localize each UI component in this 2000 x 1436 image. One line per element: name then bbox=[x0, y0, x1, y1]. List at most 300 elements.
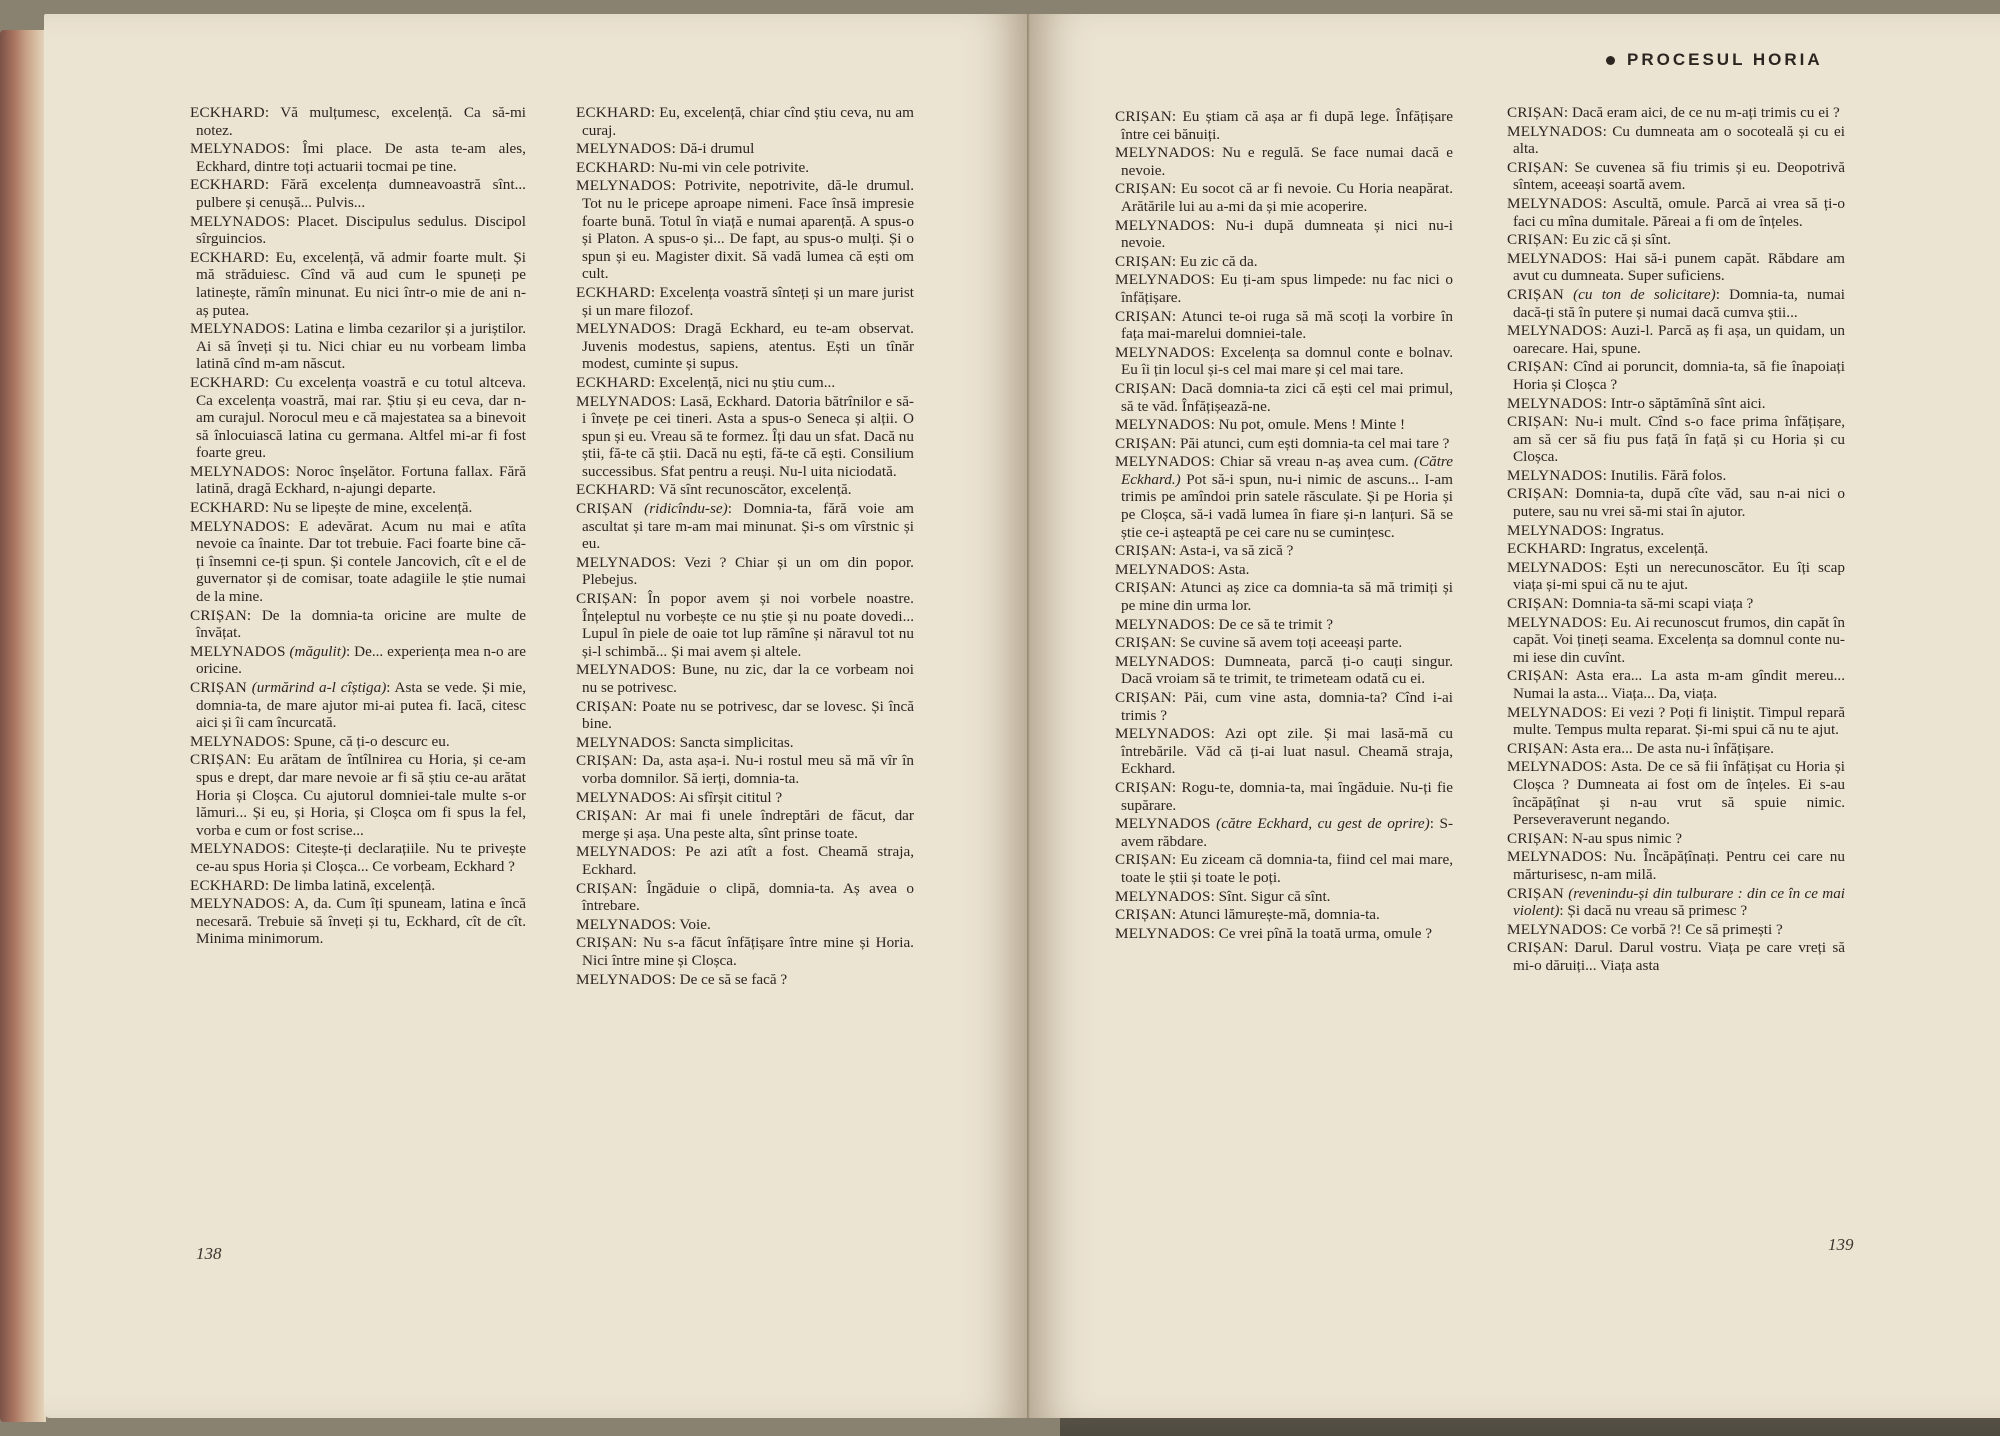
speaker-name: CRIȘAN bbox=[1115, 851, 1172, 869]
dialogue-text: Nu-mi vin cele potrivite. bbox=[658, 158, 809, 176]
dialogue-text: E adevărat. Acum nu mai e atîta nevoie ca înainte. Dar tot trebuie. Faci foarte bine că-ți însemni ce-ți spun. Și contele Jancovich, cît e el de guvernator și de comisar, toate adagiile le știe numai de la mine. bbox=[196, 517, 526, 606]
speaker-name: CRIȘAN bbox=[1115, 778, 1172, 796]
dialogue-line: MELYNADOS: Eu ți-am spus limpede: nu fac nici o înfățișare. bbox=[1115, 271, 1453, 306]
dialogue-line: MELYNADOS: Dragă Eckhard, eu te-am observat. Juvenis modestus, sapiens, atentus. Ești un tînăr modest, cuminte și supus. bbox=[576, 320, 914, 373]
dialogue-line: CRIȘAN: Nu-i mult. Cînd s-o face prima înfățișare, am să cer să fiu pus față în față și cu Horia și cu Cloșca. bbox=[1507, 413, 1845, 466]
dialogue-text: A, da. Cum îți spuneam, latina e încă necesară. Trebuie să înveți și tu, Eckhard, cît de cît. Minima minimorum. bbox=[196, 895, 526, 948]
dialogue-line: MELYNADOS: Asta. bbox=[1115, 560, 1250, 578]
text-column-1 bbox=[190, 104, 526, 949]
dialogue-text: Da, asta așa-i. Nu-i rostul meu să mă vîr în vorba domnilor. Să ierți, domnia-ta. bbox=[582, 752, 914, 787]
dialogue-line: MELYNADOS: E adevărat. Acum nu mai e atîta nevoie ca înainte. Dar tot trebuie. Faci foarte bine că-ți însemni ce-ți spun. Și contele Jancovich, cît e el de guvernator și de comisar, toate adagiile le știe numai de la mine. bbox=[190, 517, 526, 606]
dialogue-line: MELYNADOS: Nu e regulă. Se face numai dacă e nevoie. bbox=[1115, 144, 1453, 179]
speaker-name: ECKHARD bbox=[576, 158, 651, 176]
dialogue-text: Cu dumneata am o socoteală și cu ei alta. bbox=[1513, 122, 1845, 158]
dialogue-text: Dumneata, parcă ți-o cauți singur. Dacă vroiam să te trimit, te trimeteam odată cu ei. bbox=[1121, 652, 1453, 688]
dialogue-line: CRIȘAN: N-au spus nimic ? bbox=[1507, 829, 1683, 847]
speaker-name: MELYNADOS bbox=[576, 915, 672, 933]
book-edge bbox=[0, 30, 46, 1422]
speaker-name: CRIȘAN bbox=[576, 500, 633, 518]
dialogue-text: Dă-i drumul bbox=[679, 140, 755, 158]
dialogue-line: CRIȘAN: Dacă eram aici, de ce nu m-ați trimis cu ei ? bbox=[1507, 104, 1840, 121]
dialogue-text: Nu pot, omule. Mens ! Minte ! bbox=[1218, 416, 1406, 434]
dialogue-text: Fără excelența dumneavoastră sînt... pulbere și cenușă... Pulvis... bbox=[196, 176, 526, 211]
dialogue-line: MELYNADOS: A, da. Cum îți spuneam, latina e încă necesară. Trebuie să înveți și tu, Eckhard, cît de cît. Minima minimorum. bbox=[190, 895, 526, 948]
speaker-name: CRIȘAN bbox=[1115, 180, 1172, 198]
dialogue-line: MELYNADOS: Eu. Ai recunoscut frumos, din capăt în capăt. Voi țineți seama. Excelența sa domnul conte nu-mi iese din cuvînt. bbox=[1507, 613, 1845, 666]
dialogue-text: Asta. bbox=[1217, 560, 1250, 578]
dialogue-line: MELYNADOS: Ei vezi ? Poți fi liniștit. Timpul repară multe. Tempus multa reparat. Și-mi spui că nu te ajut. bbox=[1507, 703, 1845, 739]
dialogue-text: Dacă domnia-ta zici că ești cel mai primul, să te văd. Înfățișează-ne. bbox=[1121, 379, 1453, 415]
speaker-name: MELYNADOS bbox=[1507, 249, 1603, 267]
dialogue-text: Eu zic că și sînt. bbox=[1571, 231, 1672, 249]
speaker-name: MELYNADOS bbox=[576, 320, 672, 338]
dialogue-text: Domnia-ta să-mi scapi viața ? bbox=[1571, 595, 1754, 613]
speaker-name: MELYNADOS bbox=[1115, 144, 1211, 162]
dialogue-text: Eu. Ai recunoscut frumos, din capăt în capăt. Voi țineți seama. Excelența sa domnul conte nu-mi iese din cuvînt. bbox=[1513, 613, 1845, 666]
dialogue-text: Îngăduie o clipă, domnia-ta. Aș avea o întrebare. bbox=[582, 879, 914, 915]
dialogue-line: MELYNADOS: Ai sfîrșit cititul ? bbox=[576, 788, 783, 806]
speaker-name: MELYNADOS bbox=[576, 553, 672, 571]
speaker-name: CRIȘAN bbox=[1507, 829, 1564, 847]
dialogue-text: Noroc înșelător. Fortuna fallax. Fără latină, dragă Eckhard, n-ajungi departe. bbox=[196, 462, 526, 498]
speaker-name: MELYNADOS bbox=[576, 661, 672, 679]
dialogue-text: Excelența sa domnul conte e bolnav. Eu îi țin locul și-s cel mai mare și cel mai tare. bbox=[1121, 343, 1453, 379]
dialogue-line: CRIȘAN: Rogu-te, domnia-ta, mai îngăduie. Nu-ți fie supărare. bbox=[1115, 778, 1453, 814]
dialogue-line: MELYNADOS (măgulit): De... experiența mea n-o are oricine. bbox=[190, 642, 527, 678]
running-head-text: PROCESUL HORIA bbox=[1627, 50, 1823, 69]
dialogue-line: CRIȘAN: Eu ziceam că domnia-ta, fiind cel mai mare, toate le știi și toate le poți. bbox=[1115, 851, 1453, 886]
speaker-name: ECKHARD bbox=[190, 876, 265, 894]
dialogue-line: ECKHARD: Nu se lipește de mine, excelență. bbox=[190, 499, 473, 517]
dialogue-text: Intr-o săptămînă sînt aici. bbox=[1610, 394, 1766, 412]
dialogue-line: MELYNADOS: Ce vorbă ?! Ce să primești ? bbox=[1507, 920, 1783, 938]
speaker-name: MELYNADOS bbox=[190, 462, 286, 480]
dialogue-text: Azi opt zile. Și mai lasă-mă cu întrebările. Văd că ți-ai luat nasul. Cheamă straja, Eckhard. bbox=[1121, 725, 1453, 778]
speaker-name: MELYNADOS bbox=[1115, 416, 1211, 434]
speaker-name: MELYNADOS bbox=[1115, 216, 1211, 234]
dialogue-text: În popor avem și noi vorbele noastre. Înțeleptul nu vorbește ce nu știe și nu poate dovedi... Lupul în piele de oaie tot lup rămîne și năravul tot nu și-l schimbă... Și mai avem și altele. bbox=[582, 590, 914, 660]
dialogue-line: MELYNADOS: Potrivite, nepotrivite, dă-le drumul. Tot nu le pricepe aproape nimeni. Face însă impresie foarte bună. Totul în viață e numai aparență. A spus-o și Platon. A spus-o și... De fapt, au spus-o mulți. Și o spun și eu. Magister dixit. Să vadă lumea că ești om cult. bbox=[576, 177, 914, 283]
dialogue-text: Asta era... La asta m-am gîndit mereu... Numai la asta... Viața... Da, viața. bbox=[1513, 667, 1845, 702]
dialogue-text: Păi atunci, cum ești domnia-ta cel mai tare ? bbox=[1179, 434, 1450, 452]
dialogue-text: Nu-i după dumneata și nici nu-i nevoie. bbox=[1121, 216, 1453, 252]
speaker-name: CRIȘAN bbox=[1507, 285, 1564, 303]
page-number-right: 139 bbox=[1828, 1235, 1854, 1254]
dialogue-line: MELYNADOS: Ce vrei pînă la toată urma, omule ? bbox=[1115, 924, 1433, 942]
dialogue-line: MELYNADOS: Ingratus. bbox=[1507, 521, 1665, 539]
dialogue-line: CRIȘAN: Domnia-ta să-mi scapi viața ? bbox=[1507, 595, 1754, 613]
dialogue-line: MELYNADOS: Sînt. Sigur că sînt. bbox=[1115, 887, 1331, 905]
speaker-name: CRIȘAN bbox=[1115, 634, 1172, 652]
speaker-name: ECKHARD bbox=[190, 104, 265, 121]
dialogue-text: Sancta simplicitas. bbox=[679, 733, 794, 751]
speaker-name: MELYNADOS bbox=[576, 788, 672, 806]
dialogue-line: ECKHARD: Eu, excelență, vă admir foarte mult. Și mă străduiesc. Cînd vă aud cum le spuneți pe latinește, rămîn minunat. Eu nici într-o mie de ani n-aș putea. bbox=[190, 248, 526, 319]
speaker-name: MELYNADOS bbox=[190, 212, 286, 230]
dialogue-text: Ce vrei pînă la toată urma, omule ? bbox=[1218, 924, 1433, 942]
page-number-left: 138 bbox=[196, 1244, 222, 1263]
dialogue-text: Asta era... De asta nu-i înfățișare. bbox=[1571, 739, 1774, 757]
dialogue-text: Bune, nu zic, dar la ce vorbeam noi nu se potrivesc. bbox=[582, 661, 914, 696]
speaker-name: MELYNADOS bbox=[1115, 924, 1211, 942]
speaker-name: MELYNADOS bbox=[1507, 848, 1603, 866]
dialogue-text: Vă sînt recunoscător, excelență. bbox=[658, 481, 852, 499]
dialogue-line: CRIȘAN: Poate nu se potrivesc, dar se lovesc. Și încă bine. bbox=[576, 697, 914, 733]
text-column-2 bbox=[576, 104, 914, 989]
dialogue-line: MELYNADOS: Nu pot, omule. Mens ! Minte ! bbox=[1115, 416, 1406, 434]
speaker-name: MELYNADOS bbox=[1115, 453, 1211, 471]
dialogue-text: Asta. De ce să fii înfățișat cu Horia și Cloșca ? Dumneata ai fost om de înțeles. Ei s-au încăpățînat și n-au vrut să spuie nimic. Perseveraverunt negando. bbox=[1513, 758, 1845, 829]
speaker-name: CRIȘAN bbox=[1507, 158, 1564, 176]
speaker-name: CRIȘAN bbox=[190, 751, 247, 769]
text-column-3 bbox=[1115, 108, 1453, 943]
dialogue-text: Îmi place. De asta te-am ales, Eckhard, dintre toți actuarii tocmai pe tine. bbox=[196, 140, 526, 175]
dialogue-line: CRIȘAN: Eu arătam de întîlnirea cu Horia, și ce-am spus e drept, dar mare nevoie ar fi să știu ce-au arătat Horia și Cloșca. Cu ajutorul domniei-tale multe s-or lămuri... Și eu, și Horia, și Cloșca om fi spus la fel, vorba e cum or fost scrise... bbox=[190, 751, 526, 839]
speaker-name: MELYNADOS bbox=[576, 970, 672, 988]
dialogue-line: CRIȘAN: Asta-i, va să zică ? bbox=[1115, 542, 1294, 560]
dialogue-line: CRIȘAN: Cînd ai poruncit, domnia-ta, să fie înapoiați Horia și Cloșca ? bbox=[1507, 358, 1845, 393]
dialogue-line: CRIȘAN: Păi, cum vine asta, domnia-ta? Cînd i-ai trimis ? bbox=[1115, 689, 1453, 724]
stage-direction: (revenindu-și din tulburare : din ce în ce mai violent) bbox=[1513, 884, 1846, 920]
speaker-name: CRIȘAN bbox=[576, 697, 633, 715]
dialogue-line: CRIȘAN: Eu zic că și sînt. bbox=[1507, 231, 1672, 249]
dialogue-text: Nu-i mult. Cînd s-o face prima înfățișare, am să cer să fiu pus față în față și cu Horia și cu Cloșca. bbox=[1513, 413, 1845, 466]
dialogue-line: MELYNADOS: Cu dumneata am o socoteală și cu ei alta. bbox=[1507, 122, 1845, 158]
dialogue-text: Se cuvenea să fiu trimis și eu. Deopotrivă sîntem, aceeași soartă avem. bbox=[1513, 158, 1845, 194]
speaker-name: CRIȘAN bbox=[1507, 231, 1564, 249]
dialogue-text: De ce să te trimit ? bbox=[1218, 615, 1333, 633]
dialogue-line: ECKHARD: Nu-mi vin cele potrivite. bbox=[576, 158, 809, 176]
dialogue-text: Hai să-i punem capăt. Răbdare am avut cu dumneata. Super suficiens. bbox=[1513, 249, 1845, 285]
dialogue-text: Dragă Eckhard, eu te-am observat. Juvenis modestus, sapiens, atentus. Ești un tînăr modest, cuminte și supus. bbox=[582, 320, 914, 373]
dialogue-text: Eu știam că așa ar fi după lege. Înfățișare între cei bănuiți. bbox=[1121, 108, 1453, 143]
dialogue-line: CRIȘAN: Ar mai fi unele îndreptări de făcut, dar merge și așa. Una peste alta, sînt prinse toate. bbox=[576, 807, 914, 842]
dialogue-line: ECKHARD: Ingratus, excelență. bbox=[1507, 540, 1709, 558]
dialogue-line: MELYNADOS: Lasă, Eckhard. Datoria bătrînilor e să-i învețe pe cei tineri. Asta a spus-o Seneca și alții. O spun și eu. Vreau să te formez. Îți dau un sfat. Dacă nu știi, fă-te că știi. Dacă nu ești, fă-te că ești. Consilium successibus. Sfat pentru a reuși. Nu-l uita niciodată. bbox=[576, 392, 914, 480]
speaker-name: CRIȘAN bbox=[1115, 906, 1172, 924]
dialogue-line: CRIȘAN (revenindu-și din tulburare : din ce în ce mai violent): Și dacă nu vreau să primesc ? bbox=[1507, 884, 1846, 920]
speaker-name: CRIȘAN bbox=[576, 590, 633, 608]
speaker-name: MELYNADOS bbox=[190, 895, 286, 913]
dialogue-line: MELYNADOS: Azi opt zile. Și mai lasă-mă cu întrebările. Văd că ți-ai luat nasul. Cheamă straja, Eckhard. bbox=[1115, 725, 1453, 778]
dialogue-text: Ai sfîrșit cititul ? bbox=[678, 788, 783, 806]
dialogue-text: Citește-ți declarațiile. Nu te privește ce-au spus Horia și Cloșca... Ce vorbeam, Eckhard ? bbox=[196, 840, 526, 875]
dialogue-line: MELYNADOS: Latina e limba cezarilor și a juriștilor. Ai să înveți și tu. Nici chiar eu nu vorbeam limba latină cînd m-am născut. bbox=[190, 320, 526, 373]
dialogue-line: MELYNADOS: Asta. De ce să fii înfățișat cu Horia și Cloșca ? Dumneata ai fost om de înțeles. Ei s-au încăpățînat și n-au vrut să spuie nimic. Perseveraverunt negando. bbox=[1507, 758, 1845, 829]
speaker-name: MELYNADOS bbox=[576, 733, 672, 751]
dialogue-line: ECKHARD: Excelența voastră sînteți și un mare jurist și un mare filozof. bbox=[576, 283, 914, 319]
speaker-name: CRIȘAN bbox=[576, 879, 633, 897]
speaker-name: MELYNADOS bbox=[576, 177, 672, 195]
dialogue-text: Ingratus, excelență. bbox=[1589, 540, 1709, 558]
dialogue-line: MELYNADOS: Îmi place. De asta te-am ales, Eckhard, dintre toți actuarii tocmai pe tine. bbox=[190, 140, 526, 175]
dialogue-text: Asta se vede. Și mie, domnia-ta, de mare ajutor mi-ai putea fi. Iacă, citesc aici și îi cam încurcată. bbox=[196, 679, 526, 732]
speaker-name: ECKHARD bbox=[576, 373, 651, 391]
dialogue-text: Excelența voastră sînteți și un mare jurist și un mare filozof. bbox=[582, 283, 914, 319]
dialogue-text: Eu, excelență, chiar cînd știu ceva, nu am curaj. bbox=[582, 104, 914, 139]
speaker-name: MELYNADOS bbox=[190, 840, 286, 858]
speaker-name: CRIȘAN bbox=[1115, 307, 1172, 325]
dialogue-text: Spune, că ți-o descurc eu. bbox=[293, 732, 450, 750]
dialogue-text: Potrivite, nepotrivite, dă-le drumul. Tot nu le pricepe aproape nimeni. Face însă impresie foarte bună. Totul în viață e numai aparență. A spus-o și Platon. A spus-o și... De fapt, au spus-o mulți. Și o spun și eu. Magister dixit. Să vadă lumea că ești om cult. bbox=[582, 177, 914, 283]
dialogue-line: MELYNADOS: Voie. bbox=[576, 915, 711, 933]
speaker-name: CRIȘAN bbox=[1115, 579, 1172, 597]
dialogue-line: MELYNADOS (către Eckhard, cu gest de oprire): S-avem răbdare. bbox=[1115, 815, 1454, 850]
dialogue-text: Nu s-a făcut înfățișare între mine și Horia. Nici între mine și Cloșca. bbox=[582, 934, 914, 969]
dialogue-text: Ești un nerecunoscător. Eu îți scap viața și-mi spui că nu te ajut. bbox=[1513, 558, 1845, 594]
speaker-name: MELYNADOS bbox=[1115, 815, 1211, 833]
dialogue-line: MELYNADOS: De ce să te trimit ? bbox=[1115, 615, 1333, 633]
dialogue-text: Cu excelența voastră e cu totul altceva. Ca excelența voastră, mai rar. Știu și eu ceva, dar n-am curajul. Norocul meu e că majestatea sa a binevoit să înlocuiască latina cu germana. Altfel mi-ar fi fost foarte greu. bbox=[196, 373, 526, 462]
speaker-name: MELYNADOS bbox=[190, 517, 286, 535]
dialogue-text: N-au spus nimic ? bbox=[1571, 829, 1683, 847]
dialogue-text: De la domnia-ta oricine are multe de învățat. bbox=[196, 606, 526, 642]
dialogue-line: CRIȘAN (ridicîndu-se): Domnia-ta, fără voie am ascultat și tare m-am mai minunat. Și-s om vîrstnic și eu. bbox=[576, 500, 914, 553]
dialogue-text: Inutilis. Fără folos. bbox=[1610, 466, 1727, 484]
speaker-name: MELYNADOS bbox=[1507, 613, 1603, 631]
dialogue-text: Dacă eram aici, de ce nu m-ați trimis cu ei ? bbox=[1571, 104, 1840, 121]
dialogue-text: Poate nu se potrivesc, dar se lovesc. Și încă bine. bbox=[582, 697, 914, 733]
running-head bbox=[1606, 50, 1823, 70]
dialogue-line: CRIȘAN: De la domnia-ta oricine are multe de învățat. bbox=[190, 606, 526, 642]
speaker-name: CRIȘAN bbox=[1115, 434, 1172, 452]
dialogue-line: CRIȘAN: Păi atunci, cum ești domnia-ta cel mai tare ? bbox=[1115, 434, 1450, 452]
dialogue-line: MELYNADOS: Nu-i după dumneata și nici nu-i nevoie. bbox=[1115, 216, 1453, 252]
dialogue-text: Domnia-ta, numai dacă-ți stă în putere și numai dacă cumva știi... bbox=[1513, 285, 1846, 321]
text-column-4 bbox=[1507, 104, 1845, 976]
dialogue-line: CRIȘAN: Atunci lămurește-mă, domnia-ta. bbox=[1115, 906, 1380, 924]
speaker-name: MELYNADOS bbox=[1115, 652, 1211, 670]
dialogue-text: Se cuvine să avem toți aceeași parte. bbox=[1179, 634, 1403, 652]
speaker-name: CRIȘAN bbox=[1507, 104, 1564, 121]
dialogue-line: CRIȘAN: Domnia-ta, după cîte văd, sau n-ai nici o putere, sau nu vrei să-mi stai în ajutor. bbox=[1507, 485, 1845, 521]
speaker-name: MELYNADOS bbox=[1507, 558, 1603, 576]
dialogue-line: CRIȘAN: Dacă domnia-ta zici că ești cel mai primul, să te văd. Înfățișează-ne. bbox=[1115, 379, 1453, 415]
dialogue-line: ECKHARD: Vă mulțumesc, excelență. Ca să-mi notez. bbox=[190, 104, 526, 139]
dialogue-line: CRIȘAN: Nu s-a făcut înfățișare între mine și Horia. Nici între mine și Cloșca. bbox=[576, 934, 914, 969]
dialogue-line: MELYNADOS: Citește-ți declarațiile. Nu te privește ce-au spus Horia și Cloșca... Ce vorbeam, Eckhard ? bbox=[190, 840, 526, 875]
dialogue-line: MELYNADOS: Chiar să vreau n-aș avea cum. (Către Eckhard.) Pot să-i spun, nu-i nimic de ascuns... I-am trimis pe amîndoi prin satele răsculate. Și pe Horia și pe Cloșca, să-i vadă lumea în fiare și-n lanțuri. Să se știe ce-i așteaptă pe cei care nu se cumințesc. bbox=[1115, 453, 1453, 541]
speaker-name: CRIȘAN bbox=[576, 807, 633, 825]
dialogue-line: ECKHARD: Fără excelența dumneavoastră sînt... pulbere și cenușă... Pulvis... bbox=[190, 176, 526, 211]
dialogue-text: De... experiența mea n-o are oricine. bbox=[196, 642, 527, 678]
stage-direction: (Către Eckhard.) bbox=[1121, 453, 1453, 488]
dialogue-line: CRIȘAN: Se cuvenea să fiu trimis și eu. Deopotrivă sîntem, aceeași soartă avem. bbox=[1507, 158, 1845, 194]
dialogue-text: Rogu-te, domnia-ta, mai îngăduie. Nu-ți fie supărare. bbox=[1121, 778, 1453, 814]
dialogue-line: MELYNADOS: Ești un nerecunoscător. Eu îți scap viața și-mi spui că nu te ajut. bbox=[1507, 558, 1845, 594]
dialogue-line: CRIȘAN: Eu socot că ar fi nevoie. Cu Horia neapărat. Arătările lui au a-mi da și mie acoperire. bbox=[1115, 180, 1453, 215]
dialogue-text: Eu ți-am spus limpede: nu fac nici o înfățișare. bbox=[1121, 271, 1453, 306]
speaker-name: ECKHARD bbox=[1507, 540, 1582, 558]
speaker-name: CRIȘAN bbox=[1115, 379, 1172, 397]
speaker-name: MELYNADOS bbox=[1115, 271, 1211, 289]
dialogue-line: CRIȘAN: Atunci te-oi ruga să mă scoți la vorbire în fața mai-marelui domniei-tale. bbox=[1115, 307, 1453, 343]
speaker-name: MELYNADOS bbox=[1115, 560, 1211, 578]
dialogue-line: MELYNADOS: Nu. Încăpățînați. Pentru cei care nu mărturisesc, n-am milă. bbox=[1507, 848, 1845, 883]
speaker-name: ECKHARD bbox=[190, 176, 265, 194]
dialogue-line: MELYNADOS: Pe azi atît a fost. Cheamă straja, Eckhard. bbox=[576, 843, 914, 878]
book-gutter bbox=[1027, 14, 1030, 1418]
speaker-name: CRIȘAN bbox=[1507, 413, 1564, 431]
dialogue-text: Ingratus. bbox=[1610, 521, 1665, 539]
dialogue-text: Voie. bbox=[679, 915, 711, 933]
dialogue-line: CRIȘAN: Îngăduie o clipă, domnia-ta. Aș avea o întrebare. bbox=[576, 879, 914, 915]
speaker-name: CRIȘAN bbox=[190, 606, 247, 624]
speaker-name: CRIȘAN bbox=[190, 679, 247, 696]
dialogue-line: CRIȘAN: Darul. Darul vostru. Viața pe care vreți să mi-o dăruiți... Viața asta bbox=[1507, 939, 1845, 974]
speaker-name: ECKHARD bbox=[190, 248, 265, 266]
dialogue-line: MELYNADOS: Ascultă, omule. Parcă ai vrea să ți-o faci cu mîna dumitale. Păreai a fi om de înțeles. bbox=[1507, 194, 1845, 230]
dialogue-text: Ei vezi ? Poți fi liniștit. Timpul repară multe. Tempus multa reparat. Și-mi spui că nu te ajut. bbox=[1513, 703, 1845, 739]
speaker-name: MELYNADOS bbox=[1507, 521, 1603, 539]
dialogue-text: Eu socot că ar fi nevoie. Cu Horia neapărat. Arătările lui au a-mi da și mie acoperire. bbox=[1121, 180, 1453, 215]
dialogue-line: CRIȘAN: Se cuvine să avem toți aceeași parte. bbox=[1115, 634, 1403, 652]
dialogue-line: ECKHARD: Cu excelența voastră e cu totul altceva. Ca excelența voastră, mai rar. Știu și eu ceva, dar n-am curajul. Norocul meu e că majestatea sa a binevoit să înlocuiască latina cu germana. Altfel mi-ar fi fost foarte greu. bbox=[190, 373, 526, 462]
dialogue-line: MELYNADOS: Auzi-l. Parcă aș fi așa, un quidam, un oarecare. Hai, spune. bbox=[1507, 322, 1845, 357]
dialogue-line: MELYNADOS: Vezi ? Chiar și un om din popor. Plebejus. bbox=[576, 553, 914, 589]
speaker-name: MELYNADOS bbox=[576, 392, 672, 410]
dialogue-line: CRIȘAN: Eu zic că da. bbox=[1115, 252, 1258, 270]
dialogue-line: CRIȘAN (cu ton de solicitare): Domnia-ta, numai dacă-ți stă în putere și numai dacă cumva știi... bbox=[1507, 285, 1846, 321]
dialogue-text: Atunci aș zice ca domnia-ta să mă trimiți și pe mine din urma lor. bbox=[1121, 579, 1453, 615]
speaker-name: MELYNADOS bbox=[576, 843, 672, 861]
speaker-name: MELYNADOS bbox=[1507, 920, 1603, 938]
dialogue-text: Eu, excelență, vă admir foarte mult. Și mă străduiesc. Cînd vă aud cum le spuneți pe latinește, rămîn minunat. Eu nici într-o mie de ani n-aș putea. bbox=[196, 248, 526, 319]
dialogue-line: MELYNADOS: Excelența sa domnul conte e bolnav. Eu îi țin locul și-s cel mai mare și cel mai tare. bbox=[1115, 343, 1453, 379]
dialogue-text: Ascultă, omule. Parcă ai vrea să ți-o faci cu mîna dumitale. Păreai a fi om de înțeles. bbox=[1513, 194, 1845, 230]
dialogue-line: MELYNADOS: Dă-i drumul bbox=[576, 140, 755, 158]
dialogue-text: Păi, cum vine asta, domnia-ta? Cînd i-ai trimis ? bbox=[1121, 689, 1453, 724]
speaker-name: CRIȘAN bbox=[576, 934, 633, 952]
dialogue-line: MELYNADOS: Spune, că ți-o descurc eu. bbox=[190, 732, 450, 750]
speaker-name: MELYNADOS bbox=[1507, 758, 1603, 776]
dialogue-line: MELYNADOS: Placet. Discipulus sedulus. Discipol sîrguincios. bbox=[190, 212, 526, 248]
speaker-name: MELYNADOS bbox=[1507, 466, 1603, 484]
dialogue-text: Nu. Încăpățînați. Pentru cei care nu mărturisesc, n-am milă. bbox=[1513, 848, 1845, 883]
speaker-name: CRIȘAN bbox=[1507, 595, 1564, 613]
speaker-name: MELYNADOS bbox=[1115, 615, 1211, 633]
dialogue-text: Eu arătam de întîlnirea cu Horia, și ce-am spus e drept, dar mare nevoie ar fi să știu ce-au arătat Horia și Cloșca. Cu ajutorul domniei-tale multe s-or lămuri... Și eu, și Horia, și Cloșca om fi spus la fel, vorba e cum or fost scrise... bbox=[196, 751, 526, 839]
speaker-name: MELYNADOS bbox=[1507, 322, 1603, 340]
stage-direction: (urmărind a-l cîștiga) bbox=[251, 679, 387, 696]
dialogue-text: Pot să-i spun, nu-i nimic de ascuns... I-am trimis pe amîndoi prin satele răsculate. Și pe Horia și pe Cloșca, să-i vadă lumea în fiare și-n lanțuri. Să se știe ce-i așteaptă pe cei care nu se cumințesc. bbox=[1121, 470, 1453, 541]
dialogue-line: CRIȘAN: Da, asta așa-i. Nu-i rostul meu să mă vîr în vorba domnilor. Să ierți, domnia-ta. bbox=[576, 752, 914, 787]
speaker-name: CRIȘAN bbox=[1115, 108, 1172, 125]
speaker-name: MELYNADOS bbox=[190, 732, 286, 750]
dialogue-line: CRIȘAN: Asta era... De asta nu-i înfățișare. bbox=[1507, 739, 1774, 757]
dialogue-text: Asta-i, va să zică ? bbox=[1179, 542, 1294, 560]
dialogue-text: Domnia-ta, după cîte văd, sau n-ai nici o putere, sau nu vrei să-mi stai în ajutor. bbox=[1513, 485, 1845, 521]
dialogue-line: MELYNADOS: De ce să se facă ? bbox=[576, 970, 788, 988]
stage-direction: (măgulit) bbox=[289, 642, 347, 660]
dialogue-text: Darul. Darul vostru. Viața pe care vreți să mi-o dăruiți... Viața asta bbox=[1513, 939, 1845, 974]
speaker-name: MELYNADOS bbox=[190, 320, 286, 338]
dialogue-text: Domnia-ta, fără voie am ascultat și tare m-am mai minunat. Și-s om vîrstnic și eu. bbox=[582, 500, 914, 553]
dialogue-text: Nu se lipește de mine, excelență. bbox=[272, 499, 473, 517]
speaker-name: MELYNADOS bbox=[1507, 394, 1603, 412]
dialogue-text: Excelență, nici nu știu cum... bbox=[658, 373, 836, 391]
speaker-name: MELYNADOS bbox=[190, 140, 286, 158]
speaker-name: CRIȘAN bbox=[1507, 667, 1564, 685]
dialogue-text: Ce vorbă ?! Ce să primești ? bbox=[1610, 920, 1783, 938]
speaker-name: ECKHARD bbox=[576, 481, 651, 499]
speaker-name: MELYNADOS bbox=[576, 140, 672, 158]
dialogue-line: MELYNADOS: Dumneata, parcă ți-o cauți singur. Dacă vroiam să te trimit, te trimeteam odată cu ei. bbox=[1115, 652, 1453, 688]
dialogue-text: Vă mulțumesc, excelență. Ca să-mi notez. bbox=[196, 104, 526, 139]
dialogue-line: MELYNADOS: Hai să-i punem capăt. Răbdare am avut cu dumneata. Super suficiens. bbox=[1507, 249, 1845, 285]
dialogue-text: Ar mai fi unele îndreptări de făcut, dar merge și așa. Una peste alta, sînt prinse toate. bbox=[582, 807, 914, 842]
speaker-name: CRIȘAN bbox=[1507, 358, 1564, 376]
dialogue-line: MELYNADOS: Intr-o săptămînă sînt aici. bbox=[1507, 394, 1766, 412]
dialogue-text: Cînd ai poruncit, domnia-ta, să fie înapoiați Horia și Cloșca ? bbox=[1513, 358, 1845, 393]
dialogue-line: ECKHARD: Vă sînt recunoscător, excelență. bbox=[576, 481, 852, 499]
dialogue-text: Atunci te-oi ruga să mă scoți la vorbire în fața mai-marelui domniei-tale. bbox=[1121, 307, 1453, 343]
dialogue-text: Și dacă nu vreau să primesc ? bbox=[1567, 902, 1748, 920]
dialogue-text: Sînt. Sigur că sînt. bbox=[1218, 887, 1331, 905]
speaker-name: CRIȘAN bbox=[1507, 939, 1564, 957]
dialogue-line: CRIȘAN (urmărind a-l cîștiga): Asta se vede. Și mie, domnia-ta, de mare ajutor mi-ai putea fi. Iacă, citesc aici și îi cam încurcată. bbox=[190, 679, 526, 732]
stage-direction: (cu ton de solicitare) bbox=[1573, 285, 1716, 303]
speaker-name: CRIȘAN bbox=[1115, 542, 1172, 560]
dialogue-text: Latina e limba cezarilor și a juriștilor. Ai să înveți și tu. Nici chiar eu nu vorbeam limba latină cînd m-am născut. bbox=[196, 320, 526, 373]
dialogue-line: CRIȘAN: Atunci aș zice ca domnia-ta să mă trimiți și pe mine din urma lor. bbox=[1115, 579, 1453, 615]
speaker-name: MELYNADOS bbox=[1115, 343, 1211, 361]
speaker-name: MELYNADOS bbox=[1507, 194, 1603, 212]
dialogue-text: Atunci lămurește-mă, domnia-ta. bbox=[1179, 906, 1380, 924]
dialogue-text: S-avem răbdare. bbox=[1121, 815, 1454, 850]
speaker-name: MELYNADOS bbox=[1115, 887, 1211, 905]
speaker-name: CRIȘAN bbox=[1507, 485, 1564, 503]
dialogue-text: Nu e regulă. Se face numai dacă e nevoie. bbox=[1121, 144, 1453, 179]
dialogue-line: MELYNADOS: Noroc înșelător. Fortuna fallax. Fără latină, dragă Eckhard, n-ajungi departe. bbox=[190, 462, 526, 498]
dialogue-line: ECKHARD: Eu, excelență, chiar cînd știu ceva, nu am curaj. bbox=[576, 104, 914, 139]
stage-direction: (ridicîndu-se) bbox=[644, 500, 728, 518]
dialogue-line: CRIȘAN: Eu știam că așa ar fi după lege. Înfățișare între cei bănuiți. bbox=[1115, 108, 1453, 143]
speaker-name: ECKHARD bbox=[576, 104, 651, 121]
speaker-name: CRIȘAN bbox=[1115, 252, 1172, 270]
dialogue-text: Eu ziceam că domnia-ta, fiind cel mai mare, toate le știi și toate le poți. bbox=[1121, 851, 1453, 886]
dialogue-line: CRIȘAN: Asta era... La asta m-am gîndit mereu... Numai la asta... Viața... Da, viața. bbox=[1507, 667, 1845, 702]
speaker-name: MELYNADOS bbox=[1115, 725, 1211, 743]
dialogue-line: ECKHARD: Excelență, nici nu știu cum... bbox=[576, 373, 836, 391]
speaker-name: ECKHARD bbox=[190, 373, 265, 391]
speaker-name: CRIȘAN bbox=[1115, 689, 1172, 706]
dialogue-text: Lasă, Eckhard. Datoria bătrînilor e să-i învețe pe cei tineri. Asta a spus-o Seneca și alții. O spun și eu. Vreau să te formez. Îți dau un sfat. Dacă nu știi, fă-te că știi. Dacă nu ești, fă-te că ești. Consilium successibus. Sfat pentru a reuși. Nu-l uita niciodată. bbox=[582, 392, 914, 480]
dialogue-text: De ce să se facă ? bbox=[679, 970, 788, 988]
speaker-name: MELYNADOS bbox=[190, 642, 286, 660]
dialogue-text: De limba latină, excelență. bbox=[272, 876, 436, 894]
dialogue-line: ECKHARD: De limba latină, excelență. bbox=[190, 876, 436, 894]
stage-direction: (către Eckhard, cu gest de oprire) bbox=[1216, 815, 1430, 833]
dialogue-text: Pe azi atît a fost. Cheamă straja, Eckhard. bbox=[582, 843, 914, 878]
speaker-name: ECKHARD bbox=[576, 283, 651, 301]
speaker-name: CRIȘAN bbox=[1507, 739, 1564, 757]
dialogue-line: MELYNADOS: Bune, nu zic, dar la ce vorbeam noi nu se potrivesc. bbox=[576, 661, 914, 696]
dialogue-line: MELYNADOS: Sancta simplicitas. bbox=[576, 733, 794, 751]
speaker-name: CRIȘAN bbox=[1507, 884, 1564, 902]
speaker-name: CRIȘAN bbox=[576, 752, 633, 770]
dialogue-text: Auzi-l. Parcă aș fi așa, un quidam, un oarecare. Hai, spune. bbox=[1513, 322, 1845, 357]
dialogue-text: Eu zic că da. bbox=[1179, 252, 1258, 270]
dialogue-text: Vezi ? Chiar și un om din popor. Plebejus. bbox=[582, 553, 914, 589]
dialogue-line: MELYNADOS: Inutilis. Fără folos. bbox=[1507, 466, 1727, 484]
bullet-icon bbox=[1606, 56, 1615, 65]
speaker-name: MELYNADOS bbox=[1507, 122, 1603, 140]
speaker-name: MELYNADOS bbox=[1507, 703, 1603, 721]
dialogue-line: CRIȘAN: În popor avem și noi vorbele noastre. Înțeleptul nu vorbește ce nu știe și nu poate dovedi... Lupul în piele de oaie tot lup rămîne și năravul tot nu și-l schimbă... Și mai avem și altele. bbox=[576, 590, 914, 660]
speaker-name: ECKHARD bbox=[190, 499, 265, 517]
dialogue-text: Chiar să vreau n-aș avea cum. bbox=[1219, 453, 1409, 471]
